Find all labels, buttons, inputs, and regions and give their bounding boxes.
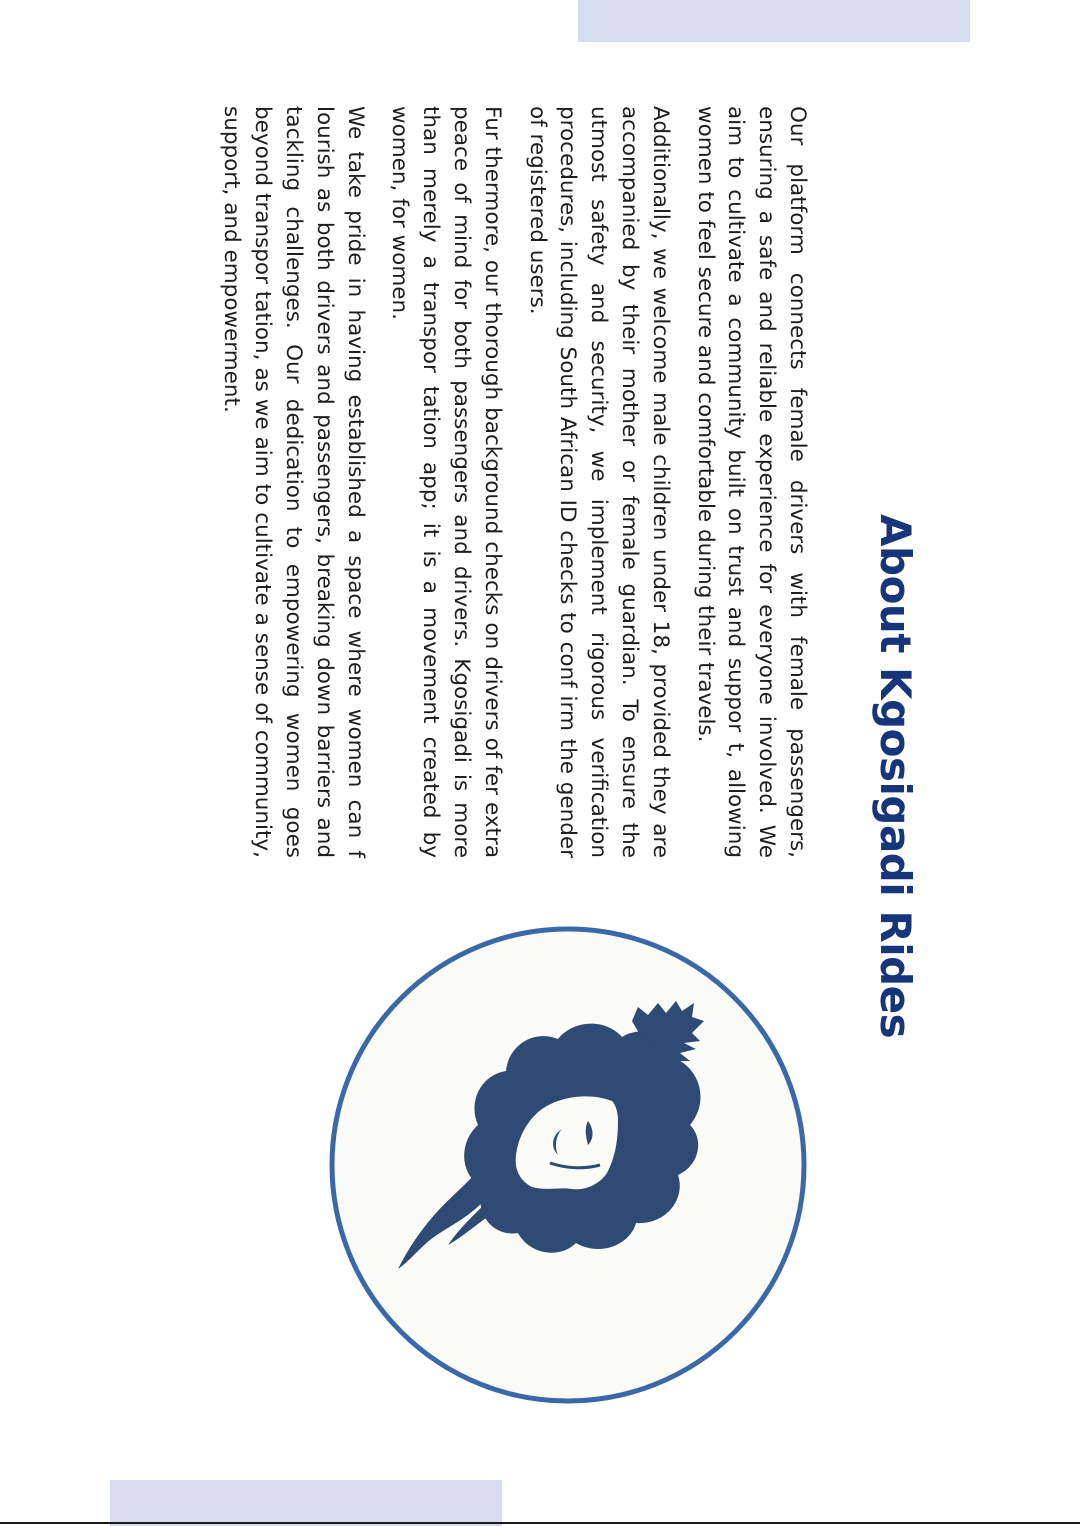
woman-with-crown-emblem-icon [328,925,808,1405]
paragraph-intro: Our platform connects female drivers with female passengers, ensuring a safe and reliable experience for everyone involved. We aim to cultivate a community built on trust and suppor t, allowing women to feel secure and comfortable during their travels. [692,106,810,858]
paragraph-male-children: Additionally, we welcome male children under 18, provided they are accompanied by their mother or female guardian. To ensure the utmost safety and security, we implement rigorous verification procedures, including South African ID checks to conf irm the gender of registered users. [524,106,673,858]
about-body [202,106,812,858]
paragraph-pride: We take pride in having established a space where women can f lourish as both drivers and passengers, breaking down barriers and tackling challenges. Our dedication to empowering women goes beyond transpor tation, as we aim to cultivate a sense of community, support, and empowerment. [219,106,368,858]
paragraph-background-checks: Fur thermore, our thorough background checks on drivers of fer extra peace of mind for both passengers and drivers. Kgosigadi is more than merely a transpor tation app; it is a movement created by women, for women. [387,106,505,858]
page-title: About Kgosigadi Rides [871,514,920,1039]
